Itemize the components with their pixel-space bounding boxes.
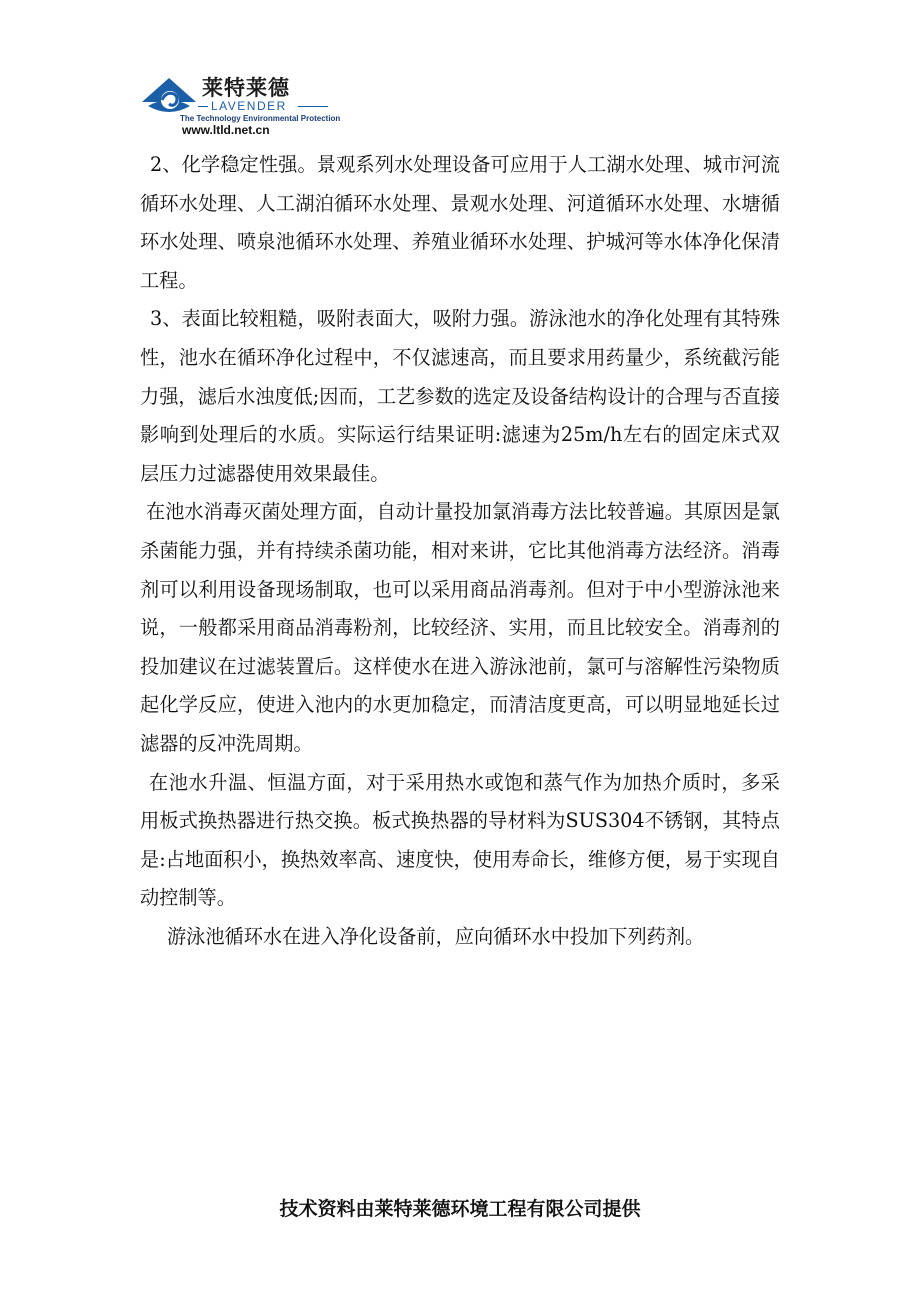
company-logo-header [140, 70, 340, 140]
footer-attribution: 技术资料由莱特莱德环境工程有限公司提供 [279, 1198, 641, 1220]
brand-name-english: LAVENDER [211, 99, 287, 113]
website-url: www.ltld.net.cn [182, 123, 270, 137]
brand-tagline: The Technology Environmental Protection [180, 114, 341, 123]
brand-rule-left [198, 106, 208, 107]
paragraph: 游泳池循环水在进入净化设备前，应向循环水中投加下列药剂。 [167, 924, 705, 948]
paragraph: 3、表面比较粗糙，吸附表面大，吸附力强。游泳池水的净化处理有其特殊性，池水在循环净化过程中，不仅滤速高，而且要求用药量少，系统截污能力强，滤后水浊度低;因而，工艺参数的选定及设备结构设计的合理与否直接影响到处理后的水质。实际运行结果证明:滤速为25m/h左右的固定床式双层压力过滤器使用效果最佳。 [140, 307, 780, 485]
paragraph: 在池水消毒灭菌处理方面，自动计量投加氯消毒方法比较普遍。其原因是氯杀菌能力强，并有持续杀菌功能，相对来讲，它比其他消毒方法经济。消毒剂可以利用设备现场制取，也可以采用商品消毒剂。但对于中小型游泳池来说，一般都采用商品消毒粉剂，比较经济、实用，而且比较安全。消毒剂的投加建议在过滤装置后。这样使水在进入游泳池前，氯可与溶解性污染物质起化学反应，使进入池内的水更加稳定，而清洁度更高，可以明显地延长过滤器的反冲洗周期。 [140, 500, 780, 755]
brand-name-chinese: 莱特莱德 [202, 76, 290, 100]
document-body [140, 146, 780, 956]
paragraph: 在池水升温、恒温方面，对于采用热水或饱和蒸气作为加热介质时，多采用板式换热器进行热交换。板式换热器的导材料为SUS304不锈钢，其特点是:占地面积小，换热效率高、速度快，使用寿命长，维修方便，易于实现自动控制等。 [140, 770, 780, 910]
brand-rule-right [298, 106, 328, 107]
brand-name-english-row [198, 99, 328, 113]
paragraph: 2、化学稳定性强。景观系列水处理设备可应用于人工湖水处理、城市河流循环水处理、人工湖泊循环水处理、景观水处理、河道循环水处理、水塘循环水处理、喷泉池循环水处理、养殖业循环水处理、护城河等水体净化保清工程。 [140, 153, 780, 292]
